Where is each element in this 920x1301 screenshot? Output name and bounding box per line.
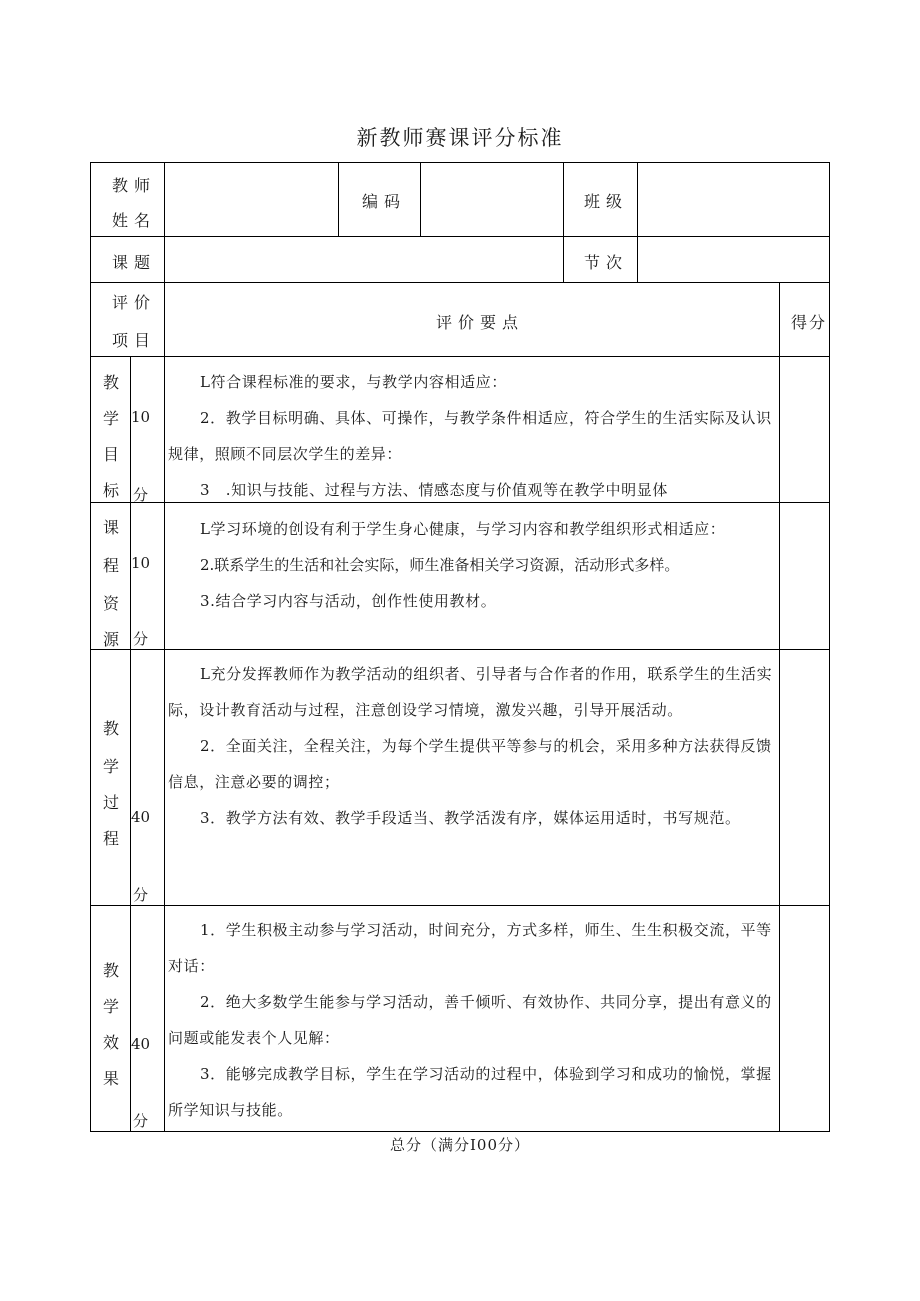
teacher-name-label-line1: 教师 <box>112 176 157 195</box>
teacher-name-label-line2: 姓名 <box>112 211 157 230</box>
eval-points-heading: 评价要点 <box>436 313 525 332</box>
topic-field[interactable] <box>165 237 562 282</box>
section-criteria-list <box>168 511 780 619</box>
section-score-unit: 分 <box>133 1112 149 1130</box>
criterion-item: 2．全面关注，全程关注，为每个学生提供平等参与的机会，采用多种方法获得反馈信息，注意必要的调控； <box>168 737 772 791</box>
score-input[interactable] <box>780 357 828 502</box>
criterion-item: 2．绝大多数学生能参与学习活动，善千倾听、有效协作、共同分享，提出有意义的问题或能发表个人见解： <box>168 993 772 1047</box>
score-input[interactable] <box>780 906 828 1131</box>
criterion-item: 3．能够完成教学目标，学生在学习活动的过程中，体验到学习和成功的愉悦，掌握所学知识与技能。 <box>168 1065 772 1119</box>
section-score-unit: 分 <box>133 886 149 904</box>
period-label: 节次 <box>584 253 629 272</box>
criterion-item: L学习环境的创设有利于学生身心健康，与学习内容和教学组织形式相适应： <box>200 520 726 538</box>
class-label: 班级 <box>584 192 629 211</box>
section-score-value: 40 <box>131 1035 151 1053</box>
section-criteria-list <box>168 912 780 1128</box>
code-field[interactable] <box>421 163 562 236</box>
topic-label: 课题 <box>112 253 157 272</box>
period-field[interactable] <box>638 237 828 282</box>
score-heading: 得分 <box>791 313 828 332</box>
section-criteria-list <box>168 656 780 836</box>
section-score-value: 10 <box>131 408 151 426</box>
section-criteria-list <box>168 364 780 502</box>
criterion-item: 3 .知识与技能、过程与方法、情感态度与价值观等在教学中明显体 <box>200 481 668 499</box>
criterion-item: 3．教学方法有效、教学手段适当、教学活泼有序，媒体运用适时，书写规范。 <box>200 809 741 827</box>
class-field[interactable] <box>638 163 828 236</box>
criterion-item: 2．教学目标明确、具体、可操作，与教学条件相适应，符合学生的生活实际及认识规律，照顾不同层次学生的差异： <box>168 409 772 463</box>
teacher-name-field[interactable] <box>165 163 337 236</box>
page-title: 新教师赛课评分标准 <box>356 126 564 150</box>
criterion-item: L充分发挥教师作为教学活动的组织者、引导者与合作者的作用，联系学生的生活实际，设计教育活动与过程，注意创设学习情境，激发兴趣，引导开展活动。 <box>168 665 773 719</box>
score-input[interactable] <box>780 503 828 649</box>
criterion-item: 3.结合学习内容与活动，创作性使用教材。 <box>200 592 497 610</box>
section-score-unit: 分 <box>133 486 149 504</box>
score-input[interactable] <box>780 650 828 905</box>
section-score-value: 10 <box>131 554 151 572</box>
eval-item-label-line1: 评价 <box>112 293 157 312</box>
criterion-item: 2.联系学生的生活和社会实际，师生准备相关学习资源，活动形式多样。 <box>200 556 680 574</box>
section-score-value: 40 <box>131 808 151 826</box>
criterion-item: 1．学生积极主动参与学习活动，时间充分，方式多样，师生、生生积极交流，平等对话： <box>168 921 772 975</box>
code-label: 编码 <box>362 192 407 211</box>
total-score-note: 总分（满分I00分） <box>389 1136 530 1154</box>
criterion-item: L符合课程标准的要求，与教学内容相适应： <box>200 373 507 391</box>
eval-item-label-line2: 项目 <box>112 331 157 350</box>
section-score-unit: 分 <box>133 630 149 648</box>
